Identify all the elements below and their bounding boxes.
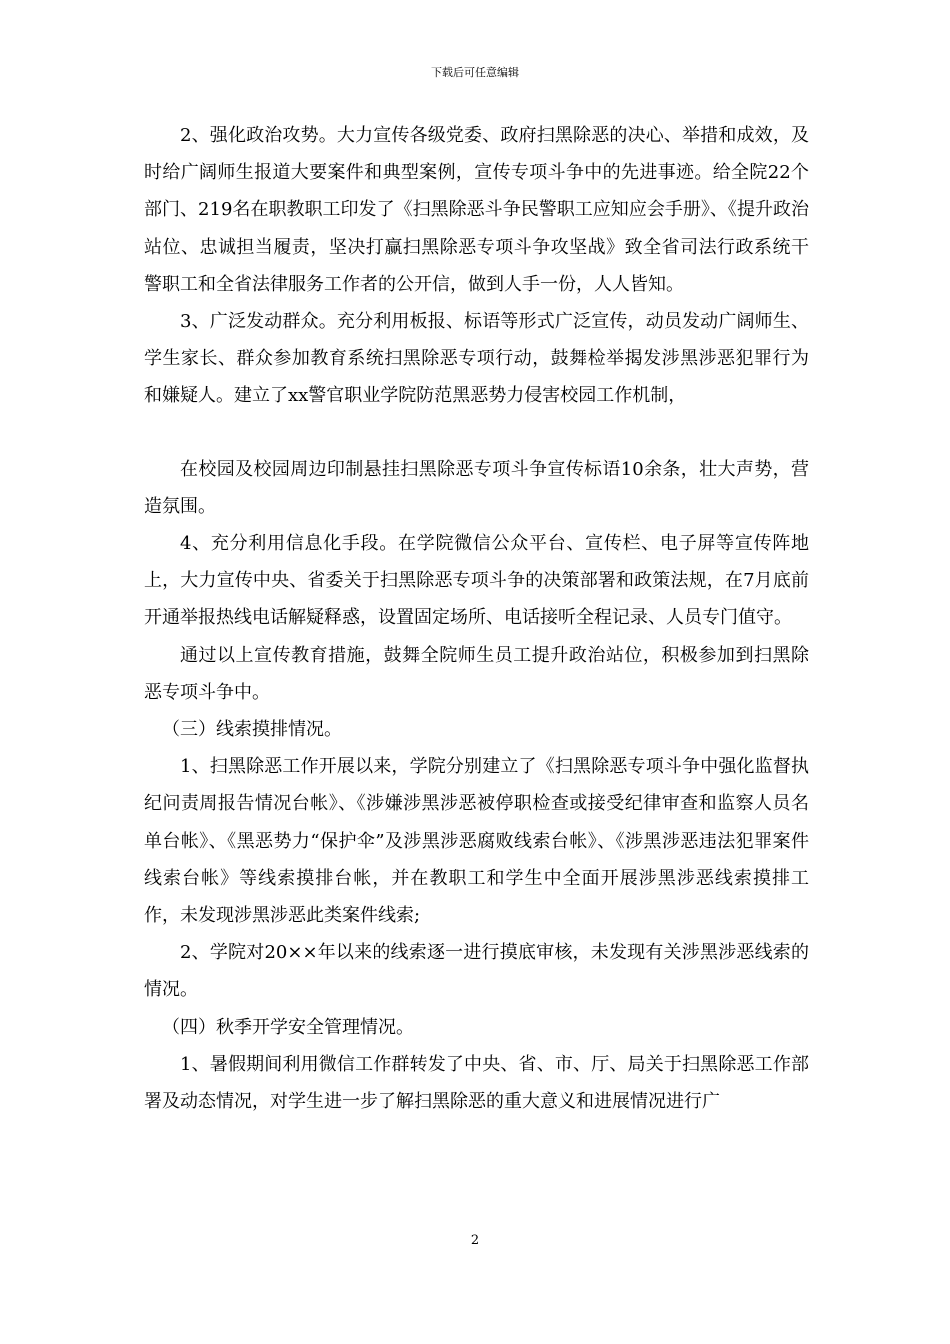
paragraph-summer-wechat: 1、暑假期间利用微信工作群转发了中央、省、市、厅、局关于扫黑除恶工作部署及动态情况，对学生进一步了解扫黑除恶的重大意义和进展情况进行广 [144,1053,809,1113]
section-heading-autumn-safety: （四）秋季开学安全管理情况。 [162,1016,414,1038]
paragraph-clue-ledgers: 1、扫黑除恶工作开展以来，学院分别建立了《扫黑除恶专项斗争中强化监督执纪问责周报告情况台帐》、《涉嫌涉黑涉恶被停职检查或接受纪律审查和监察人员名单台帐》、《黑恶势力“保护伞”及涉黑涉恶腐败线索台帐》、《涉黑涉恶违法犯罪案件线索台帐》等线索摸排台帐，并在教职工和学生中全面开展涉黑涉恶线索摸排工作，未发现涉黑涉恶此类案件线索; [144,756,809,927]
paragraph-education-summary: 通过以上宣传教育措施，鼓舞全院师生员工提升政治站位，积极参加到扫黑除恶专项斗争中。 [144,644,809,703]
page-header: 下载后可任意编辑 [431,66,519,79]
paragraph-information-means: 4、充分利用信息化手段。在学院微信公众平台、宣传栏、电子屏等宣传阵地上，大力宣传中央、省委关于扫黑除恶专项斗争的决策部署和政策法规，在7月底前开通举报热线电话解疑释惑，设置固定场所、电话接听全程记录、人员专门值守。 [144,533,809,629]
document-body [144,117,809,1120]
paragraph-campus-slogans: 在校园及校园周边印制悬挂扫黑除恶专项斗争宣传标语10余条，壮大声势，营造氛围。 [144,458,809,517]
section-heading-clue-screening: （三）线索摸排情况。 [162,719,342,741]
paragraph-mobilize-masses: 3、广泛发动群众。充分利用板报、标语等形式广泛宣传，动员发动广阔师生、学生家长、群众参加教育系统扫黑除恶专项行动，鼓舞检举揭发涉黑涉恶犯罪行为和嫌疑人。建立了xx警官职业学院防范黑恶势力侵害校园工作机制， [144,311,809,407]
paragraph-clue-review: 2、学院对20××年以来的线索逐一进行摸底审核，未发现有关涉黑涉恶线索的情况。 [144,942,809,1001]
page-number: 2 [470,1233,480,1248]
paragraph-political-offensive: 2、强化政治攻势。大力宣传各级党委、政府扫黑除恶的决心、举措和成效，及时给广阔师生报道大要案件和典型案例，宣传专项斗争中的先进事迹。给全院22个部门、219名在职教职工印发了《扫黑除恶斗争民警职工应知应会手册》、《提升政治站位、忠诚担当履责，坚决打赢扫黑除恶专项斗争攻坚战》致全省司法行政系统干警职工和全省法律服务工作者的公开信，做到人手一份，人人皆知。 [144,125,809,295]
